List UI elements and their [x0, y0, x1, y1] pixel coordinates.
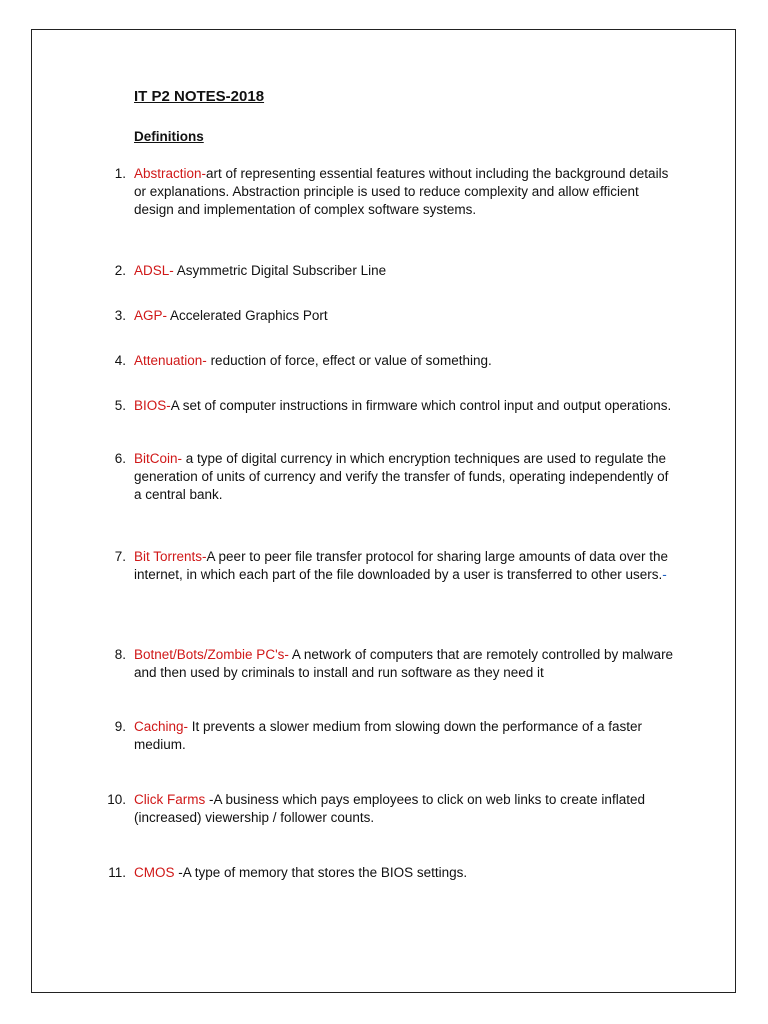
- definition-body: [134, 307, 679, 325]
- definition-body: [134, 548, 679, 584]
- definition-number: 1.: [114, 166, 126, 181]
- definition-number: 4.: [114, 353, 126, 368]
- definition-text: -A business which pays employees to click on web links to create inflated (increased) viewership / follower counts.: [134, 792, 645, 825]
- definition-number: 11.: [108, 865, 126, 880]
- definition-body: [134, 718, 679, 754]
- definition-number: 3.: [114, 308, 126, 323]
- definition-text: reduction of force, effect or value of something.: [206, 353, 492, 368]
- definition-number: 2.: [114, 263, 126, 278]
- definition-body: [134, 352, 679, 370]
- definition-body: [134, 791, 679, 827]
- definition-text: A peer to peer file transfer protocol for sharing large amounts of data over the internet, in which each part of the file downloaded by a user is transferred to other users.: [134, 549, 669, 582]
- definition-term: Attenuation-: [134, 353, 207, 368]
- definition-term: BitCoin-: [134, 451, 183, 466]
- definition-text: It prevents a slower medium from slowing down the performance of a faster medium.: [134, 719, 642, 752]
- definition-term: Caching-: [134, 719, 189, 734]
- definition-term: Abstraction-: [134, 166, 207, 181]
- definition-number: 6.: [114, 451, 126, 466]
- definition-text: Accelerated Graphics Port: [167, 308, 328, 323]
- definition-body: [134, 450, 679, 503]
- definition-body: [134, 262, 679, 280]
- definition-term: Bit Torrents-: [134, 549, 207, 564]
- definition-number: 8.: [114, 647, 126, 662]
- definition-term: CMOS: [134, 865, 175, 880]
- section-heading: Definitions: [134, 129, 204, 144]
- definition-body: [134, 646, 679, 682]
- definition-term: AGP-: [134, 308, 168, 323]
- definition-body: [134, 864, 679, 882]
- definition-number: 7.: [114, 549, 126, 564]
- definition-term: Botnet/Bots/Zombie PC's-: [134, 647, 289, 662]
- document-title: IT P2 NOTES-2018: [134, 88, 265, 105]
- definition-trailing-mark: -: [662, 566, 667, 582]
- definition-text: A network of computers that are remotely controlled by malware and then used by criminals to install and run software as they need it: [134, 647, 674, 680]
- definition-term: Click Farms: [134, 792, 206, 807]
- definition-text: a type of digital currency in which encryption techniques are used to regulate the generation of units of currency and verify the transfer of funds, operating independently of a central bank.: [134, 451, 669, 502]
- definition-body: [134, 397, 679, 415]
- definition-text: Asymmetric Digital Subscriber Line: [173, 263, 387, 278]
- definition-text: -A type of memory that stores the BIOS settings.: [174, 865, 468, 880]
- definition-term: BIOS-: [134, 398, 171, 413]
- definition-text: A set of computer instructions in firmware which control input and output operations.: [170, 398, 672, 413]
- definition-text: art of representing essential features without including the background details or explanations. Abstraction principle is used to reduce complexity and allow efficient design and implementation of complex software systems.: [134, 166, 669, 217]
- definition-number: 5.: [114, 398, 126, 413]
- definition-number: 10.: [107, 792, 126, 807]
- definition-number: 9.: [114, 719, 126, 734]
- definition-body: [134, 165, 679, 218]
- definition-term: ADSL-: [134, 263, 174, 278]
